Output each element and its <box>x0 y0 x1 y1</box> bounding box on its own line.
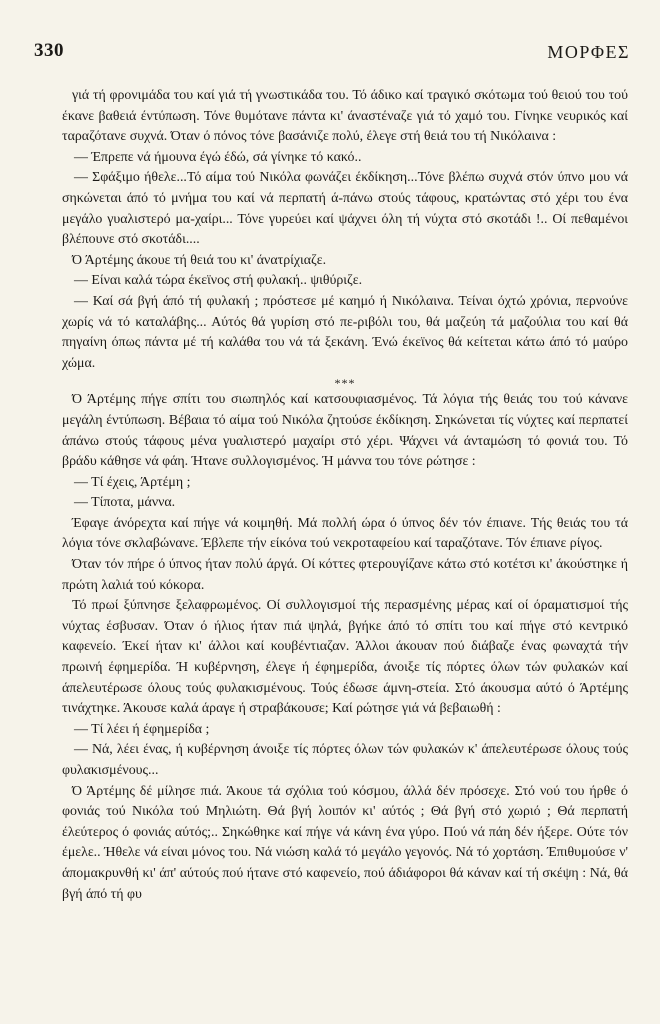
body-text <box>62 86 628 905</box>
dialog-line: — Τί λέει ή έφημερίδα ; <box>74 721 210 737</box>
dialog-line: — Τί έχεις, Άρτέμη ; <box>74 474 191 490</box>
paragraph: Ό Άρτέμης δέ μίλησε πιά. Άκουε τά σχόλια τού κόσμου, άλλά δέν πρόσεχε. Στό νού του ήρθε ό φονιάς τού Νικόλα τού Μηλιώτη. Θά βγή λοιπόν κι' αύτός ; Θά βγή στό χωριό ; Θά περπατή έλεύτερος ό φονιάς αύτός;.. Σηκώθηκε καί πήγε νά κάνη ένα γύρο. Πού νά πάη δέν ήξερε. Ούτε τόν έμελε.. Ήθελε νά είναι μόνος του. Νά νιώση καλά τό μεγάλο γεγονός. Νά τό χορτάση. Έπιθυμούσε ν' άπομακρυνθή κι' άπ' αύτούς πού ήτανε στό καφενείο, πού άδιάφοροι θά κάναν καί τή σκέψη : Νά, θά βγή άπό τή φυ <box>62 783 628 902</box>
page-number: 330 <box>34 40 64 61</box>
paragraph: Ό Άρτέμης άκουε τή θειά του κι' άνατρίχιαζε. <box>72 252 327 268</box>
paragraph: Όταν τόν πήρε ό ύπνος ήταν πολύ άργά. Οί κόττες φτερουγίζανε κάτω στό κοτέτσι κι' άκούστηκε ή πρώτη λαλιά τού κόκορα. <box>62 557 628 593</box>
dialog-line: — Σφάξιμο ήθελε...Τό αίμα τού Νικόλα φωνάζει έκδίκηση...Τόνε βλέπω συχνά στόν ύπνο μου νά σηκώνεται άπό τό μνήμα του καί νά περπατή ά-πάνω στούς τάφους, κρατώντας στό χέρι του ένα μεγάλο γυαλιστερό μα-χαίρι... Τόνε γυρεύει καί ψάχνει όλη τή νύχτα στό σκοτάδι !.. Οί πεθαμένοι βλέπουνε στό σκοτάδι.... <box>62 170 628 248</box>
dialog-line: — Καί σά βγή άπό τή φυλακή ; πρόστεσε μέ καημό ή Νικόλαινα. Τείναι όχτώ χρόνια, περνούνε χωρίς νά τό καταλάβης... Αύτός θά γυρίση στό πε-ριβόλι του, θά μαζεύη τά μαζούλια του καί θά πηγαίνη όπως πάντα μέ τή καλάθα του νά τά ξεκάνη. Ένώ έκεϊνος θά κείτεται κάτω άπό τό μαύρο χώμα. <box>62 293 628 371</box>
dialog-line: — Έπρεπε νά ήμουνα έγώ έδώ, σά γίνηκε τό κακό.. <box>74 149 362 165</box>
running-head-title: ΜΟΡΦΕΣ <box>547 42 630 62</box>
paragraph: Τό πρωί ξύπνησε ξελαφρωμένος. Οί συλλογισμοί τής περασμένης μέρας καί οί όραματισμοί τής νύχτας έσβυσαν. Όταν ό ήλιος ήταν πιά ψηλά, βγήκε άπό τό σπίτι του καί πήγε στό κεντρικό καφενείο. Έκεί ήταν κι' άλλοι καί κουβέντιαζαν. Άλλοι άκουαν πού διάβαζε ένας φωναχτά τήν πρωινή έφημερίδα. Ή κυβέρνηση, έλεγε ή έφημερίδα, άνοιξε τίς πόρτες όλων τών φυλακών καί άπελευτέρωσε όλους τούς φυλακισμένους. Τούς έδωσε άμνη-στεία. Στό άκουσμα αύτό ό Άρτέμης τινάχτηκε. Άκουσε καλά άραγε ή στραβάκουσε; Καί ρώτησε γιά νά βεβαιωθή : <box>62 598 628 717</box>
dialog-line: — Τίποτα, μάννα. <box>74 495 176 511</box>
paragraph: Ό Άρτέμης πήγε σπίτι του σιωπηλός καί κατσουφιασμένος. Τά λόγια τής θειάς του τού κάνανε μεγάλη έντύπωση. Βέβαια τό αίμα τού Νικόλα ζητούσε έκδίκηση. Σηκώνεται τίς νύχτες καί περπατεί άπάνω στούς τάφους μένα γυαλιστερό μαχαίρι στό χέρι. Ψάχνει νά άνταμώση τό φονιά του. Τό βράδυ κάθησε νά φάη. Ήτανε συλλογισμένος. Ή μάννα του τόνε ρώτησε : <box>62 392 628 470</box>
paragraph: Έφαγε άνόρεχτα καί πήγε νά κοιμηθή. Μά πολλή ώρα ό ύπνος δέν τόν έπιανε. Τής θειάς του τά λόγια τόνε σκλαβώνανε. Έβλεπε τήν είκόνα τού νεκροταφείου καί ταραζότανε. Τόν έπιανε ρίγος. <box>62 515 628 552</box>
paragraph: γιά τή φρονιμάδα του καί γιά τή γνωστικάδα του. Τό άδικο καί τραγικό σκότωμα τού θειού του τού έκανε βαθειά έντύπωση. Τόνε θυμότανε πάντα κι' άναστέναζε γιά τό χαμό του. Γίνηκε νευρικός καί ταραζότανε συχνά. Όταν ό πόνος τόνε βασάνιζε πολύ, έλεγε στή θειά του τή Νικόλαινα : <box>62 88 628 145</box>
dialog-line: — Νά, λέει ένας, ή κυβέρνηση άνοιξε τίς πόρτες όλων τών φυλακών κ' άπελευτέρωσε όλους τούς φυλακισμένους... <box>62 742 628 778</box>
section-separator: *** <box>334 376 356 391</box>
dialog-line: — Είναι καλά τώρα έκεϊνος στή φυλακή.. ψιθύριζε. <box>74 273 363 289</box>
